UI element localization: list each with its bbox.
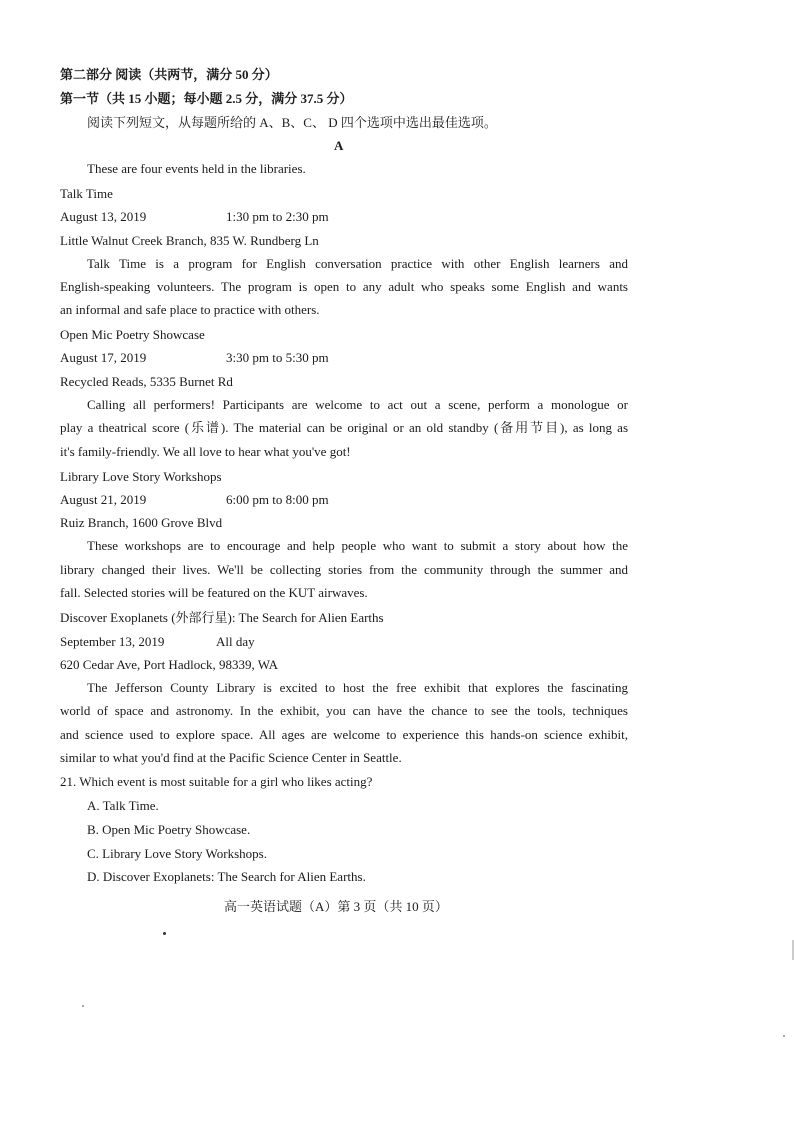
page-footer: 高一英语试题（A）第 3 页（共 10 页）	[224, 899, 448, 914]
event-description-line: library changed their lives. We'll be collecting stories from the community through the summer and	[60, 562, 628, 577]
event-date: August 17, 2019	[60, 350, 147, 365]
event-time: 1:30 pm to 2:30 pm	[226, 209, 329, 224]
event-date: September 13, 2019	[60, 634, 165, 649]
event-description-line: Calling all performers! Participants are welcome to act out a scene, perform a monologue or	[87, 397, 628, 412]
event-place: Ruiz Branch, 1600 Grove Blvd	[60, 515, 223, 530]
event-name: Open Mic Poetry Showcase	[60, 327, 205, 342]
event-time: All day	[216, 634, 255, 649]
event-description-line: Talk Time is a program for English conversation practice with other English learners and	[87, 256, 628, 271]
part-title: 第二部分 阅读（共两节，满分 50 分）	[60, 67, 278, 82]
event-time: 3:30 pm to 5:30 pm	[226, 350, 329, 365]
passage-intro: These are four events held in the libraries.	[87, 161, 306, 176]
event-place: Recycled Reads, 5335 Burnet Rd	[60, 374, 233, 389]
event-description-line: The Jefferson County Library is excited to host the free exhibit that explores the fascinating	[87, 680, 628, 695]
answer-option: A. Talk Time.	[87, 798, 159, 813]
passage-label: A	[334, 138, 344, 153]
scan-speck	[82, 1005, 84, 1007]
event-description-line: and science used to explore space. All ages are welcome to experience this hands-on science exhibit,	[60, 727, 628, 742]
event-date: August 13, 2019	[60, 209, 147, 224]
answer-option: D. Discover Exoplanets: The Search for Alien Earths.	[87, 869, 366, 884]
event-description-line: English-speaking volunteers. The program is open to any adult who speaks some English and wants	[60, 279, 628, 294]
answer-option: B. Open Mic Poetry Showcase.	[87, 822, 251, 837]
scan-speck	[163, 932, 166, 935]
scan-speck	[783, 1035, 785, 1037]
event-name: Talk Time	[60, 186, 113, 201]
event-description-line: play a theatrical score (乐谱). The material can be original or an old standby (备用节目), as long as	[60, 420, 628, 435]
event-description-line: world of space and astronomy. In the exhibit, you can have the chance to see the tools, techniques	[60, 703, 628, 718]
section-title: 第一节（共 15 小题；每小题 2.5 分，满分 37.5 分）	[60, 91, 353, 106]
event-name: Discover Exoplanets (外部行星): The Search for Alien Earths	[60, 610, 384, 625]
event-description-line: These workshops are to encourage and help people who want to submit a story about how the	[87, 538, 628, 553]
event-place: 620 Cedar Ave, Port Hadlock, 98339, WA	[60, 657, 278, 672]
event-description-line: fall. Selected stories will be featured on the KUT airwaves.	[60, 585, 368, 600]
event-description-line: it's family-friendly. We all love to hear what you've got!	[60, 444, 351, 459]
event-place: Little Walnut Creek Branch, 835 W. Rundberg Ln	[60, 233, 319, 248]
answer-option: C. Library Love Story Workshops.	[87, 846, 267, 861]
event-description-line: an informal and safe place to practice with others.	[60, 302, 320, 317]
event-date: August 21, 2019	[60, 492, 147, 507]
instruction-text: 阅读下列短文，从每题所给的 A、B、C、 D 四个选项中选出最佳选项。	[87, 115, 497, 130]
event-time: 6:00 pm to 8:00 pm	[226, 492, 329, 507]
question-stem: 21. Which event is most suitable for a girl who likes acting?	[60, 774, 373, 789]
event-description-line: similar to what you'd find at the Pacific Science Center in Seattle.	[60, 750, 402, 765]
event-name: Library Love Story Workshops	[60, 469, 222, 484]
